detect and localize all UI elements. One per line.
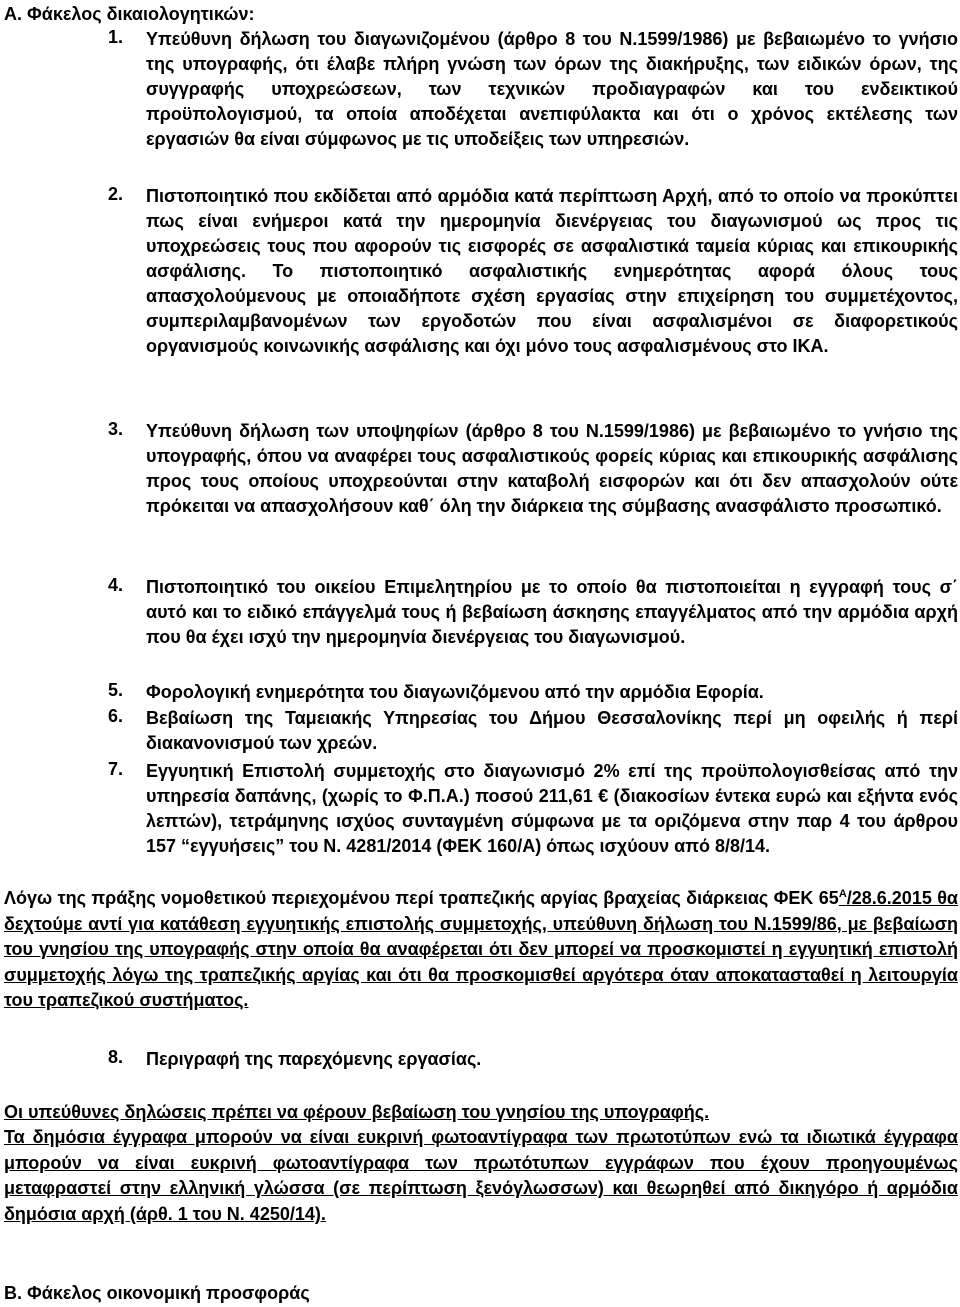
item-number: 1. [108,27,124,47]
item-text: Βεβαίωση της Ταμειακής Υπηρεσίας του Δήμου Θεσσαλονίκης περί μη οφειλής ή περί διακανονισμού των χρεών. [146,708,958,753]
list-item-5 [108,680,958,705]
item-number: 7. [108,759,124,779]
list-item-6 [108,706,958,756]
list-item-8 [108,1047,958,1072]
list-item-1 [108,27,958,152]
list-item-7 [108,759,958,859]
item-number: 2. [108,184,124,204]
note-superscript: Α [838,888,847,900]
item-number: 3. [108,419,124,439]
copies-note-text [4,1125,958,1227]
item-text: Πιστοποιητικό που εκδίδεται από αρμόδια κατά περίπτωση Αρχή, από το οποίο να προκύπτει πως είναι ενήμεροι κατά την ημερομηνία διενέργειας του διαγωνισμού ως προς τις υποχρεώσεις τους που αφορούν τις εισφορές σε ασφαλιστικά ταμεία κύριας και επικουρικής ασφάλισης. Το πιστοποιητικό ασφαλιστικής ενημερότητας αφορά όλους τους απασχολούμενους με οποιαδήποτε σχέση εργασίας στην επιχείρηση του συμμετέχοντος, συμπεριλαμβανομένων των εργοδοτών που είναι ασφαλισμένοι σε διαφορετικούς οργανισμούς κοινωνικής ασφάλισης και όχι μόνο τους ασφαλισμένους στο ΙΚΑ. [146,186,958,356]
item-text: Εγγυητική Επιστολή συμμετοχής στο διαγωνισμό 2% επί της προϋπολογισθείσας από την υπηρεσία δαπάνης, (χωρίς το Φ.Π.Α.) ποσού 211,61 € (διακοσίων έντεκα ευρώ και εξήντα ενός λεπτών), τετράμηνης ισχύος συνταγμένη σύμφωνα με τα οριζόμενα στην παρ 4 του άρθρου 157 “εγγυήσεις” του Ν. 4281/2014 (ΦΕΚ 160/Α) όπως ισχύουν από 8/8/14. [146,761,958,856]
list-item-4 [108,575,958,650]
note-lead: Λόγω της πράξης νομοθετικού περιεχομένου περί τραπεζικής αργίας βραχείας διάρκειας ΦΕΚ 65 [4,888,839,908]
bank-holiday-note [4,886,958,1014]
item-text: Φορολογική ενημερότητα του διαγωνιζόμενου από την αρμόδια Εφορία. [146,682,764,702]
section-b-title: Β. Φάκελος οικονομική προσφοράς [4,1283,310,1303]
copies-note [4,1125,958,1227]
note-rest: /28.6.2015 θα δεχτούμε αντί για κατάθεση εγγυητικής επιστολής συμμετοχής, υπεύθυνη δήλωση του Ν.1599/86, με βεβαίωση του γνησίου της υπογραφής στην οποία θα αναφέρεται ότι δεν μπορεί να προσκομιστεί η εγγυητική επιστολή συμμετοχής λόγω της τραπεζικής αργίας και ότι θα προσκομισθεί αργότερα όταν αποκατασταθεί η λειτουργία του τραπεζικού συστήματος. [4,888,958,1010]
copies-note-underlined: Τα δημόσια έγγραφα μπορούν να είναι ευκρινή φωτοαντίγραφα των πρωτοτύπων ενώ τα ιδιωτικά έγγραφα μπορούν να είναι ευκρινή φωτοαντίγραφα των πρωτότυπων εγγράφων που έχουν προηγουμένως μεταφραστεί στην ελληνική γλώσσα (σε περίπτωση ξενόγλωσσων) και θεωρηθεί από δικηγόρο ή αρμόδια δημόσια αρχή (άρθ. 1 του Ν. 4250/14). [4,1127,958,1224]
item-number: 5. [108,680,124,700]
list-item-3 [108,419,958,519]
item-text: Υπεύθυνη δήλωση του διαγωνιζομένου (άρθρο 8 του Ν.1599/1986) με βεβαιωμένο το γνήσιο της υπογραφής, ότι έλαβε πλήρη γνώση των όρων της διακήρυξης, των ειδικών όρων, της συγγραφής υποχρεώσεων, των τεχνικών προδιαγραφών και του ενδεικτικού προϋπολογισμού, τα οποία αποδέχεται ανεπιφύλακτα και ότι ο χρόνος εκτέλεσης των εργασιών θα είναι σύμφωνος με τις υποδείξεις των υπηρεσιών. [146,29,958,149]
list-item-2 [108,184,958,359]
section-a-title: Α. Φάκελος δικαιολογητικών: [4,4,255,24]
item-number: 6. [108,706,124,726]
item-number: 8. [108,1047,124,1067]
signature-note-text: Οι υπεύθυνες δηλώσεις πρέπει να φέρουν βεβαίωση του γνησίου της υπογραφής. [4,1102,710,1122]
signature-note [4,1100,958,1126]
item-text: Υπεύθυνη δήλωση των υποψηφίων (άρθρο 8 του Ν.1599/1986) με βεβαιωμένο το γνήσιο της υπογραφής, όπου να αναφέρει τους ασφαλιστικούς φορείς κύριας και επικουρικής ασφάλισης προς τους οποίους υποχρεούνται στην καταβολή εισφορών και ότι δεν απασχολούν ούτε πρόκειται να απασχολήσουν καθ΄ όλη την διάρκεια της σύμβασης ανασφάλιστο προσωπικό. [146,421,958,516]
item-number: 4. [108,575,124,595]
item-text: Πιστοποιητικό του οικείου Επιμελητηρίου με το οποίο θα πιστοποιείται η εγγραφή τους σ΄ αυτό και το ειδικό επάγγελμά τους ή βεβαίωση άσκησης επαγγέλματος από την αρμόδια αρχή που θα έχει ισχύ την ημερομηνία διενέργειας του διαγωνισμού. [146,577,958,647]
item-text: Περιγραφή της παρεχόμενης εργασίας. [146,1049,482,1069]
